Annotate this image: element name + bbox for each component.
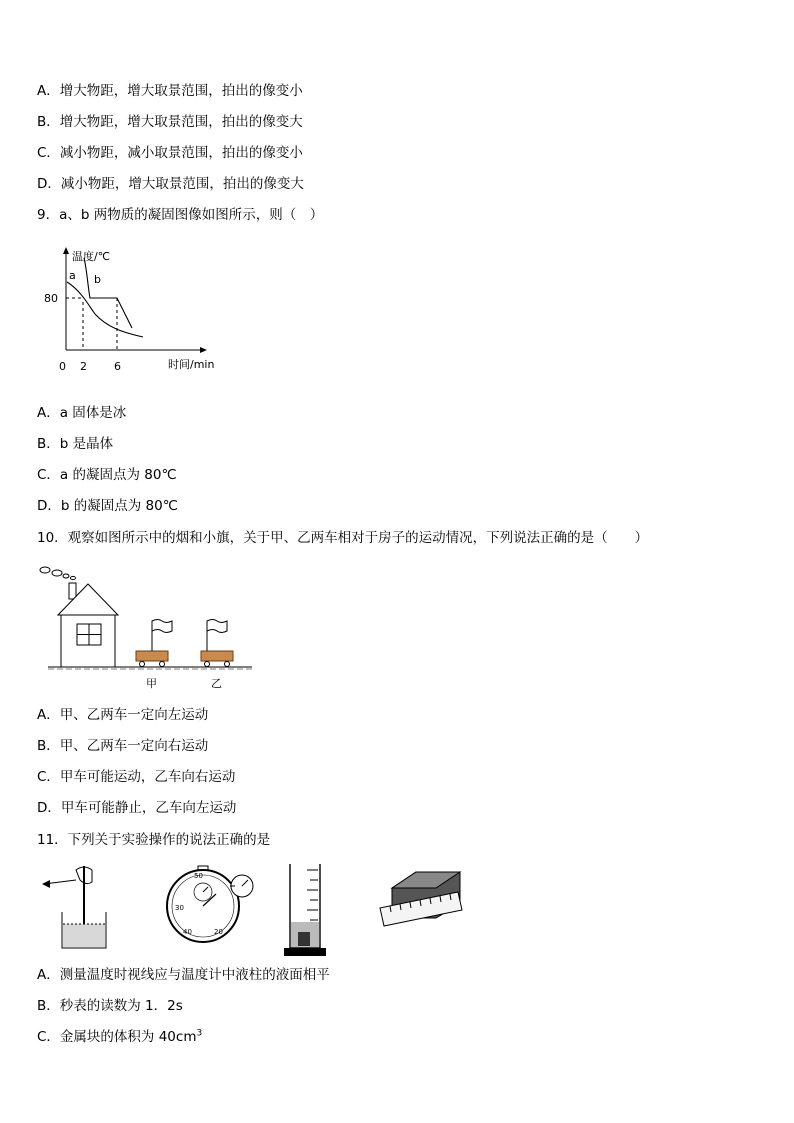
- q10-option-c: C．甲车可能运动，乙车向右运动: [37, 769, 236, 785]
- wheel-icon: [225, 662, 230, 667]
- y-tick-80: 80: [44, 292, 58, 305]
- metal-block: [298, 932, 310, 946]
- x-axis-arrow-icon: [200, 347, 207, 353]
- car-yi-label: 乙: [211, 677, 222, 690]
- q11-ruler-figure: [378, 866, 468, 938]
- wheel-icon: [160, 662, 165, 667]
- q11-option-b: B．秒表的读数为 1．2s: [37, 998, 183, 1014]
- car-jia-label: 甲: [146, 677, 157, 690]
- x-tick-2: 2: [80, 360, 87, 373]
- q11-stopwatch-figure: [160, 864, 260, 946]
- svg-text:20: 20: [214, 928, 223, 936]
- q10-stem: 10．观察如图所示中的烟和小旗，关于甲、乙两车相对于房子的运动情况，下列说法正确的是（ ）: [37, 530, 649, 546]
- q11-thermometer-figure: [40, 862, 120, 954]
- q8-option-a: A．增大物距，增大取景范围，拍出的像变小: [37, 83, 303, 99]
- svg-text:50: 50: [194, 872, 203, 880]
- car-jia: [136, 651, 168, 661]
- flag-icon: [152, 620, 172, 633]
- smoke-puff-icon: [52, 570, 62, 576]
- flag-icon: [207, 620, 227, 633]
- q9-option-a: A．a 固体是冰: [37, 405, 127, 421]
- q8-option-b: B．增大物距，增大取景范围，拍出的像变大: [37, 114, 303, 130]
- car-yi: [201, 651, 233, 661]
- q10-option-b: B．甲、乙两车一定向右运动: [37, 738, 209, 754]
- x-axis-label: 时间/min: [168, 358, 215, 371]
- eye-arrow-icon: [42, 880, 50, 888]
- svg-text:30: 30: [175, 904, 184, 912]
- q9-option-c: C．a 的凝固点为 80℃: [37, 467, 177, 483]
- beaker-liquid: [63, 924, 105, 947]
- smoke-puff-icon: [71, 576, 76, 579]
- x-tick-0: 0: [59, 360, 66, 373]
- q11-graduated-cylinder-figure: [280, 860, 330, 958]
- q11-stem: 11．下列关于实验操作的说法正确的是: [37, 832, 271, 848]
- q10-house-cars-figure: [38, 563, 258, 693]
- q9-cooling-graph: [40, 240, 240, 380]
- y-axis-arrow-icon: [63, 247, 69, 254]
- wheel-icon: [205, 662, 210, 667]
- q8-option-d: D．减小物距，增大取景范围，拍出的像变大: [37, 176, 304, 192]
- wheel-icon: [140, 662, 145, 667]
- q9-option-b: B．b 是晶体: [37, 436, 114, 452]
- q11-option-a: A．测量温度时视线应与温度计中液柱的液面相平: [37, 967, 330, 983]
- q11-option-c: C．金属块的体积为 $40cm^3$: [37, 1028, 203, 1045]
- svg-text:40: 40: [183, 928, 192, 936]
- curve-a-label: a: [69, 269, 76, 282]
- curve-b: [84, 258, 132, 328]
- q10-option-a: A．甲、乙两车一定向左运动: [37, 707, 209, 723]
- q9-stem: 9．a、b 两物质的凝固图像如图所示，则（ ）: [37, 207, 324, 223]
- y-axis-label: 温度/℃: [72, 250, 111, 263]
- curve-a: [67, 282, 143, 337]
- q8-option-c: C．减小物距，减小取景范围，拍出的像变小: [37, 145, 303, 161]
- smoke-puff-icon: [63, 574, 69, 578]
- q10-option-d: D．甲车可能静止，乙车向左运动: [37, 800, 237, 816]
- cylinder-base: [284, 948, 326, 956]
- q9-option-d: D．b 的凝固点为 80℃: [37, 498, 178, 514]
- curve-b-label: b: [94, 273, 101, 286]
- house-roof: [58, 584, 118, 615]
- smoke-puff-icon: [40, 567, 50, 573]
- x-tick-6: 6: [114, 360, 121, 373]
- chimney: [69, 583, 76, 599]
